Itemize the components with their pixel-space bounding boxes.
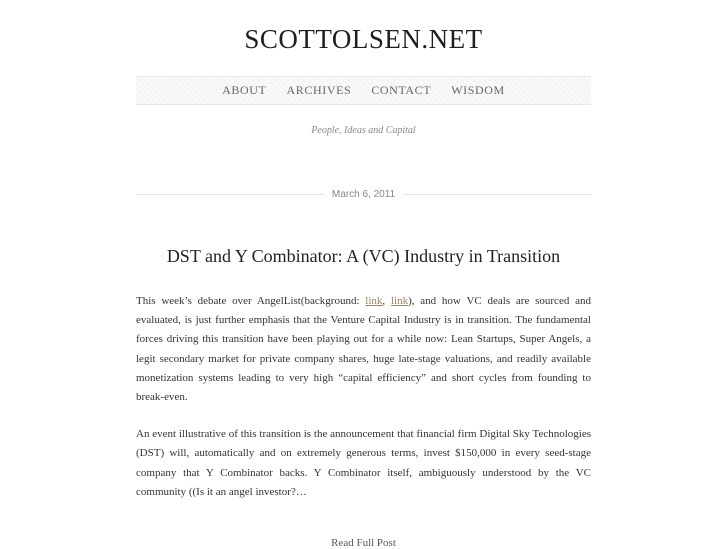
post-body [136, 292, 591, 520]
paragraph-text: ), and how VC deals are sourced and evaluated, is just further emphasis that the Venture Capital Industry is in transition. The fundamental forces driving this transition have been playing out for a while now: Lean Startups, Super Angels, a legit secondary market for private company shares, huge late-stage valuations, and readily available monetization systems leading to very high “capital efficiency” and short cycles from founding to break-even. [136, 295, 591, 404]
link-separator: , [382, 295, 391, 307]
post-paragraph-1 [136, 292, 591, 407]
post-date: March 6, 2011 [331, 188, 396, 200]
post-title[interactable]: DST and Y Combinator: A (VC) Industry in Transition [166, 246, 561, 266]
post-date-row [136, 186, 591, 202]
post-paragraph-2 [136, 425, 591, 502]
background-link-2[interactable]: link [390, 295, 409, 307]
date-divider-right [403, 194, 591, 195]
paragraph-text: An event illustrative of this transition is the announcement that financial firm Digital Sky Technologies (DST) will, automatically and on extremely generous terms, invest $150,000 in every seed-stage company that Y Combinator backs. Y Combinator itself, ambiguously understood by the VC community ((Is it an angel investor?… [136, 428, 591, 498]
paragraph-text: This week’s debate over AngelList(background: [136, 295, 366, 307]
nav-item-wisdom[interactable]: WISDOM [451, 83, 505, 97]
nav-item-about[interactable]: ABOUT [222, 83, 267, 97]
site-title[interactable]: SCOTTOLSEN.NET [244, 24, 483, 54]
nav-item-archives[interactable]: ARCHIVES [286, 83, 352, 97]
read-full-post-link[interactable]: Read Full Post [331, 537, 396, 549]
main-nav [136, 76, 591, 105]
background-link-1[interactable]: link [365, 295, 383, 307]
date-divider-left [136, 194, 324, 195]
nav-item-contact[interactable]: CONTACT [371, 83, 432, 97]
site-tagline: People, Ideas and Capital [311, 125, 416, 136]
